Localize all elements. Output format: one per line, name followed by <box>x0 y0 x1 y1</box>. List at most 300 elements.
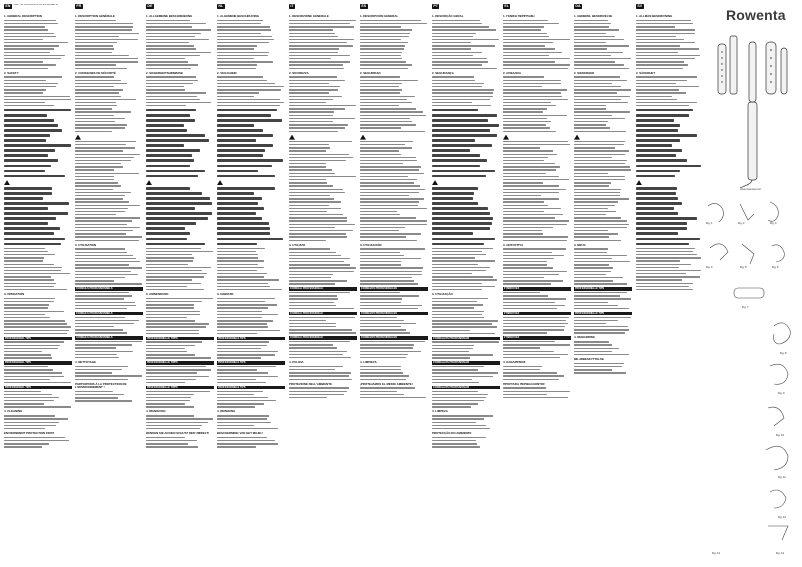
text-line <box>146 288 214 291</box>
text-line <box>75 130 143 133</box>
header-note: Note: The instructions for use are available at <box>13 4 58 6</box>
text-line <box>636 123 702 127</box>
text-line <box>217 154 285 158</box>
figure-label: Fig. 2 <box>738 222 745 225</box>
column-header <box>4 4 72 13</box>
section-cleaning-title: 4. LIMPIEZA <box>360 360 377 364</box>
text-line <box>432 191 500 195</box>
text-line <box>217 186 285 190</box>
text-line <box>636 232 702 236</box>
text-line <box>4 104 72 107</box>
text-line <box>4 128 72 132</box>
fig-4-drawing <box>710 244 728 260</box>
text-line <box>503 307 571 310</box>
warning-row <box>432 180 500 185</box>
section-safety-title: 2. SEGURIDAD <box>360 70 381 75</box>
column-da <box>574 4 632 563</box>
column-header <box>289 4 357 13</box>
text-line <box>636 237 702 241</box>
text-line <box>146 427 214 430</box>
professional-tips-box: CONSELHOS PROFISSIONAIS <box>432 337 500 340</box>
text-line <box>432 211 500 215</box>
text-line <box>4 222 72 226</box>
text-line <box>75 283 143 286</box>
warning-triangle-icon <box>75 135 81 140</box>
text-line <box>503 239 571 242</box>
figure-label: Fig. 10 <box>776 434 784 437</box>
section-safety-title: 2. SÄKERHET <box>636 70 656 75</box>
text-line <box>75 239 143 242</box>
text-line <box>146 406 214 409</box>
section-operation-title: 3. UTILISATION <box>75 242 97 247</box>
text-line <box>636 206 702 210</box>
brand-url: www.rowenta.com <box>740 188 762 191</box>
section-cleaning-title: 4. LIMPEZA <box>432 409 448 414</box>
text-line <box>217 406 285 409</box>
text-line <box>432 227 500 231</box>
text-line <box>636 159 702 163</box>
text-line <box>574 372 632 375</box>
language-tag: DA <box>575 4 581 8</box>
text-line <box>636 118 702 122</box>
text-line <box>146 237 214 241</box>
text-line <box>4 149 72 153</box>
text-line <box>289 130 357 133</box>
section-safety-title: 2. SEGURANÇA <box>432 70 454 75</box>
text-line <box>503 396 571 399</box>
text-line <box>217 108 285 112</box>
text-line <box>4 144 72 148</box>
text-line <box>146 357 214 360</box>
figure-label: Fig. 14 <box>712 552 720 555</box>
column-de <box>146 4 214 563</box>
text-line <box>636 104 702 107</box>
warning-row <box>503 135 571 140</box>
professional-tips-box: CONSELHOS PROFISSIONAIS <box>432 386 500 389</box>
text-line <box>636 144 702 148</box>
section-cleaning-title: 4. REINIGING <box>217 409 236 414</box>
text-line <box>636 242 702 246</box>
fig-3-drawing <box>768 202 778 221</box>
text-line <box>217 211 285 215</box>
text-line <box>636 174 702 178</box>
text-line <box>4 174 72 178</box>
text-line <box>146 174 214 178</box>
text-line <box>432 446 500 449</box>
text-line <box>432 288 500 291</box>
text-line <box>503 332 571 335</box>
professional-tips-box: CONSEILS PROFESSIONNELS <box>75 287 143 290</box>
warning-triangle-icon <box>4 180 10 185</box>
text-line <box>4 118 72 122</box>
text-line <box>146 154 214 158</box>
text-line <box>636 222 702 226</box>
text-line <box>217 118 285 122</box>
section-description-title: 1. ALGEMENE BESCHRIJVING <box>217 14 259 18</box>
figure-label: Fig. 6 <box>772 266 779 269</box>
text-line <box>217 332 285 335</box>
professional-tips-box: PROFESSIONAL TIPS <box>4 337 72 340</box>
text-line <box>146 133 214 137</box>
text-line <box>75 67 143 70</box>
text-line <box>4 446 72 449</box>
section-description-title: 1. DESCRIPTION GÉNÉRALE <box>75 14 115 18</box>
text-line <box>146 128 214 132</box>
professional-tips-box: CONSIGLI PROFESSIONALI <box>289 336 357 339</box>
figure-grid <box>704 196 800 561</box>
column-header <box>574 4 632 13</box>
text-line <box>217 169 285 173</box>
professional-tips-box: PROFESSIONELLE TIPS <box>574 312 632 315</box>
section-operation-title: 3. UTILIZACIÓN <box>360 242 382 247</box>
text-line <box>360 378 428 381</box>
column-en <box>4 4 72 563</box>
text-line <box>432 154 500 158</box>
text-line <box>146 138 214 142</box>
warning-row <box>574 135 632 140</box>
text-line <box>636 227 702 231</box>
column-pt <box>432 4 500 563</box>
fig-8-drawing <box>774 323 791 344</box>
text-line <box>217 164 285 168</box>
text-line <box>217 144 285 148</box>
fig-10-drawing <box>768 407 784 426</box>
figure-label: Fig. 4 <box>706 266 713 269</box>
figure-label: Fig. 1 <box>706 222 713 225</box>
warning-triangle-icon <box>289 135 295 140</box>
text-line <box>432 217 500 221</box>
section-operation-title: 3. ΛΕΙΤΟΥΡΓΙΑ <box>503 242 524 247</box>
text-line <box>432 108 500 112</box>
warning-row <box>360 135 428 140</box>
text-line <box>217 427 285 430</box>
text-line <box>432 174 500 178</box>
column-header <box>360 4 428 13</box>
section-safety-title: 2. SICHERHEITSHINWEISE <box>146 70 183 75</box>
text-line <box>360 307 428 310</box>
text-line <box>432 242 500 246</box>
text-line <box>4 108 72 112</box>
professional-tips-box: CONSEJOS PROFESIONALES <box>360 287 428 290</box>
text-line <box>636 196 702 200</box>
section-cleaning-title: 4. REINIGUNG <box>146 409 166 414</box>
professional-tips-box: PROFESSIONELE TIPS <box>217 361 285 364</box>
text-line <box>146 232 214 236</box>
language-tag: EN <box>5 4 11 8</box>
text-line <box>636 154 702 158</box>
text-line <box>503 283 571 286</box>
warning-row <box>636 180 702 185</box>
section-safety-title: 2. VEILIGHEID <box>217 70 237 75</box>
attachment-small-curler <box>781 48 787 94</box>
text-line <box>574 239 632 242</box>
section-environment-title: MILJØBESKYTTELSE <box>574 357 604 361</box>
text-line <box>432 232 500 236</box>
section-description-title: 1. DESCRIÇÃO GERAL <box>432 14 464 18</box>
professional-tips-box: PROFESSIONELLE TIPPS <box>146 386 214 389</box>
text-line <box>217 128 285 132</box>
language-tag: IT <box>290 4 294 8</box>
text-line <box>75 307 143 310</box>
column-header <box>503 4 571 13</box>
text-line <box>217 123 285 127</box>
warning-row <box>289 135 357 140</box>
text-line <box>217 206 285 210</box>
section-environment-title: BESCHERMING VAN HET MILIEU <box>217 430 263 435</box>
section-description-title: 1. ΓΕΝΙΚΗ ΠΕΡΙΓΡΑΦΗ <box>503 14 535 18</box>
text-line <box>432 206 500 210</box>
section-safety-title: 2. ΑΣΦΑΛΕΙΑ <box>503 70 522 75</box>
language-tag: FR <box>76 4 82 8</box>
figure-label: Fig. 11 <box>778 476 786 479</box>
text-line <box>146 206 214 210</box>
section-operation-title: 3. ANWENDUNG <box>146 292 169 297</box>
text-line <box>4 242 72 246</box>
section-safety-title: 2. SIKKERHED <box>574 70 595 75</box>
warning-triangle-icon <box>360 135 366 140</box>
text-line <box>217 232 285 236</box>
text-line <box>217 201 285 205</box>
text-line <box>289 239 357 242</box>
column-header <box>432 4 500 13</box>
text-line <box>75 332 143 335</box>
text-line <box>75 356 143 359</box>
text-line <box>503 378 571 381</box>
text-line <box>432 237 500 241</box>
text-line <box>636 138 702 142</box>
section-description-title: 1. DESCRIZIONE GENERALE <box>289 14 329 18</box>
text-line <box>289 307 357 310</box>
text-line <box>217 237 285 241</box>
fig-1-drawing <box>708 203 723 222</box>
text-line <box>360 67 428 70</box>
warning-triangle-icon <box>574 135 580 140</box>
figure-label: Fig. 3 <box>770 222 777 225</box>
text-line <box>4 227 72 231</box>
professional-tips-box: CONSIGLI PROFESSIONALI <box>289 287 357 290</box>
warning-row <box>4 180 72 185</box>
figure-label: Fig. 13 <box>776 552 784 555</box>
text-line <box>636 108 702 112</box>
section-cleaning-title: 4. RENGØRING <box>574 335 596 340</box>
text-line <box>432 67 500 70</box>
text-line <box>360 283 428 286</box>
language-tag: ES <box>361 4 367 8</box>
section-cleaning-title: 4. CLEANING <box>4 409 23 414</box>
text-line <box>289 396 357 399</box>
section-description-title: 1. DESCRIPCIÓN GENERAL <box>360 14 399 18</box>
text-line <box>636 133 702 137</box>
text-line <box>217 113 285 117</box>
section-environment-title: DENKEN SIE AN DEN SCHUTZ DER UMWELT! <box>146 430 210 435</box>
professional-tips-box: PROFESSIONELLE TIPPS <box>146 337 214 340</box>
fig-9-drawing <box>770 364 788 384</box>
figure-label: Fig. 7 <box>742 306 749 309</box>
text-line <box>4 232 72 236</box>
text-line <box>146 196 214 200</box>
professional-tips-box: CONSEJOS PROFESIONALES <box>360 336 428 339</box>
brand-logo: Rowenta <box>726 7 786 23</box>
text-line <box>217 227 285 231</box>
text-line <box>217 104 285 107</box>
fig-2-drawing <box>740 204 754 220</box>
section-cleaning-title: 4. ΚΑΘΑΡΙΣΜΟΣ <box>503 360 526 364</box>
text-line <box>146 227 214 231</box>
text-line <box>574 307 632 310</box>
text-line <box>636 67 702 70</box>
text-line <box>4 186 72 190</box>
text-line <box>146 164 214 168</box>
text-line <box>146 144 214 148</box>
text-line <box>4 357 72 360</box>
professional-tips-box: PROFESSIONELLE TIPPS <box>146 361 214 364</box>
text-line <box>4 332 72 335</box>
text-line <box>146 201 214 205</box>
text-line <box>432 104 500 107</box>
section-environment-title: ΠΡΟΣΤΑΣΙΑ ΠΕΡΙΒΑΛΛΟΝΤΟΣ <box>503 381 545 386</box>
text-line <box>432 357 500 360</box>
text-line <box>432 169 500 173</box>
text-line <box>4 138 72 142</box>
language-tag: PT <box>433 4 438 8</box>
text-line <box>146 186 214 190</box>
text-line <box>432 196 500 200</box>
section-environment-title: PROTEZIONE DELL'AMBIENTE <box>289 381 332 386</box>
professional-tips-box: PROFESSIONELE TIPS <box>217 386 285 389</box>
section-operation-title: 3. OPERATION <box>4 292 25 297</box>
text-line <box>432 159 500 163</box>
text-line <box>4 67 72 70</box>
text-line <box>432 427 500 430</box>
fig-5-drawing <box>742 244 754 264</box>
text-line <box>636 217 702 221</box>
section-cleaning-title: 4. NETTOYAGE <box>75 360 96 364</box>
text-line <box>146 118 214 122</box>
language-tag: NL <box>218 4 224 8</box>
section-safety-title: 2. CONSIGNES DE SÉCURITÉ <box>75 70 116 75</box>
barrel-curler <box>749 42 756 102</box>
text-line <box>146 242 214 246</box>
column-header <box>75 4 143 13</box>
text-line <box>146 191 214 195</box>
text-line <box>4 381 72 384</box>
figure-label: Fig. 9 <box>778 392 785 395</box>
text-line <box>4 211 72 215</box>
section-environment-title: PROTECÇÃO DO AMBIENTE <box>432 430 472 435</box>
text-line <box>217 196 285 200</box>
section-safety-title: 2. SICUREZZA <box>289 70 309 75</box>
column-sv <box>636 4 702 563</box>
text-line <box>360 332 428 335</box>
section-environment-title: ENVIRONMENT PROTECTION FIRST <box>4 430 55 435</box>
text-line <box>4 217 72 221</box>
section-environment-title: PARTICIPONS À LA PROTECTION DE L'ENVIRONNEMENT ! <box>75 381 127 390</box>
warning-row <box>146 180 214 185</box>
text-line <box>503 67 571 70</box>
text-line <box>146 217 214 221</box>
warning-triangle-icon <box>636 180 642 185</box>
text-line <box>360 356 428 359</box>
text-line <box>432 164 500 168</box>
text-line <box>146 169 214 173</box>
section-operation-title: 3. UTILIZAÇÃO <box>432 292 453 297</box>
text-line <box>432 144 500 148</box>
section-description-title: 1. GENEREL BESKRIVELSE <box>574 14 613 18</box>
text-line <box>4 237 72 241</box>
text-line <box>360 239 428 242</box>
text-line <box>432 222 500 226</box>
text-line <box>574 67 632 70</box>
text-line <box>217 222 285 226</box>
fig-13-drawing <box>768 526 788 540</box>
professional-tips-box: ΣΥΜΒΟΥΛΕΣ <box>503 336 571 339</box>
professional-tips-box: ΣΥΜΒΟΥΛΕΣ <box>503 287 571 290</box>
text-line <box>636 169 702 173</box>
text-line <box>432 138 500 142</box>
column-header <box>146 4 214 13</box>
figure-label: Fig. 12 <box>778 516 786 519</box>
text-line <box>636 201 702 205</box>
section-description-title: 1. ALLGEMEINE BESCHREIBUNG <box>146 14 193 18</box>
figure-label: Fig. 5 <box>740 266 747 269</box>
text-line <box>146 332 214 335</box>
text-line <box>636 211 702 215</box>
text-line <box>146 123 214 127</box>
column-nl <box>217 4 285 563</box>
text-line <box>4 201 72 205</box>
text-line <box>146 67 214 70</box>
text-line <box>432 381 500 384</box>
text-line <box>574 332 632 335</box>
text-line <box>4 169 72 173</box>
column-header <box>217 4 285 13</box>
text-line <box>4 288 72 291</box>
text-line <box>146 108 214 112</box>
professional-tips-box: PROFESSIONELE TIPS <box>217 337 285 340</box>
text-line <box>4 113 72 117</box>
text-line <box>217 149 285 153</box>
text-line <box>636 288 702 291</box>
fig-11-drawing <box>766 446 788 470</box>
text-line <box>217 159 285 163</box>
text-line <box>217 242 285 246</box>
warning-triangle-icon <box>432 180 438 185</box>
text-line <box>636 186 702 190</box>
text-line <box>432 133 500 137</box>
text-line <box>360 130 428 133</box>
text-line <box>636 164 702 168</box>
section-operation-title: 3. GEBRUIK <box>217 292 234 297</box>
text-line <box>432 406 500 409</box>
section-cleaning-title: 4. PULIZIA <box>289 360 304 364</box>
text-line <box>146 381 214 384</box>
text-line <box>75 378 143 381</box>
text-line <box>217 446 285 449</box>
professional-tips-box: ΣΥΜΒΟΥΛΕΣ <box>503 312 571 315</box>
warning-triangle-icon <box>146 180 152 185</box>
text-line <box>574 353 632 356</box>
column-header <box>636 4 702 13</box>
text-line <box>432 123 500 127</box>
text-line <box>4 206 72 210</box>
text-line <box>432 113 500 117</box>
text-line <box>217 174 285 178</box>
warning-triangle-icon <box>503 135 509 140</box>
text-line <box>432 128 500 132</box>
text-line <box>4 427 72 430</box>
section-operation-title: 3. UTILIZZO <box>289 242 306 247</box>
professional-tips-box: CONSEILS PROFESSIONNELS <box>75 336 143 339</box>
